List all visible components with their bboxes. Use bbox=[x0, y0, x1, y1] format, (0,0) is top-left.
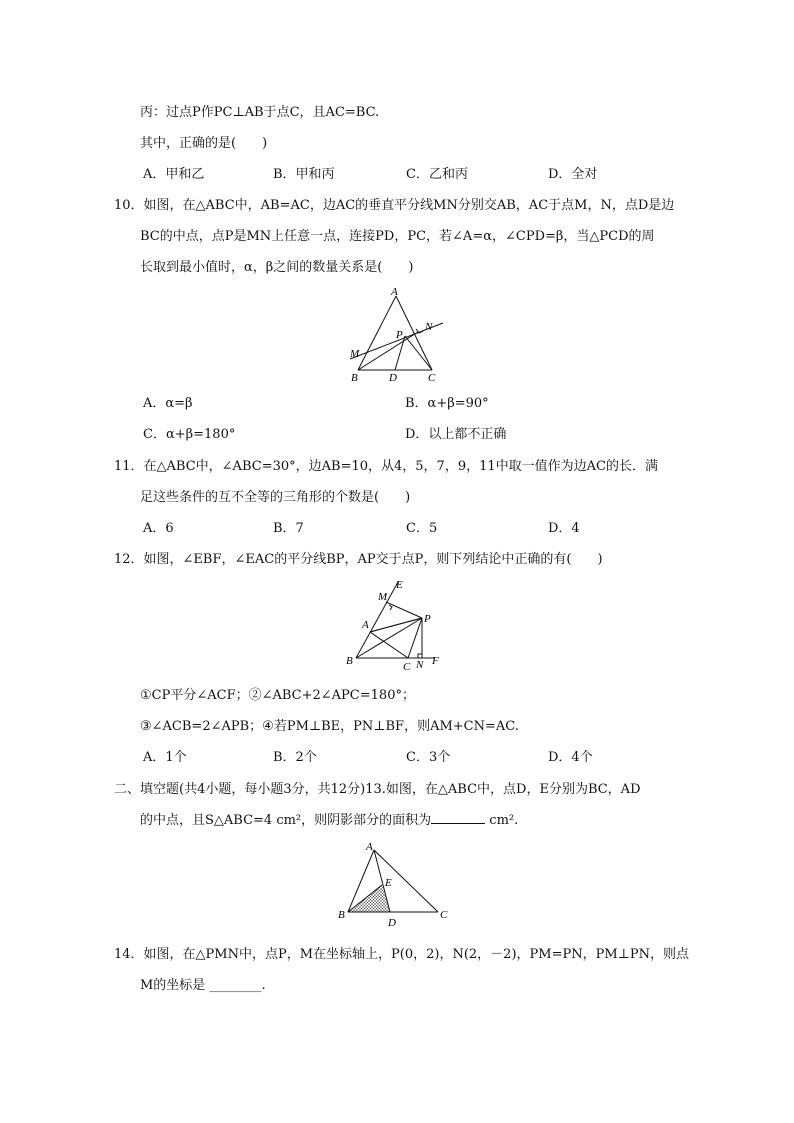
q12-right-angle-n bbox=[418, 654, 422, 658]
q13-figure bbox=[330, 838, 460, 930]
q12-label-f: F bbox=[432, 655, 439, 667]
q12-option-a: A．1个 bbox=[143, 750, 187, 765]
q9-bing-statement: 丙：过点P作PC⊥AB于点C，且AC=BC. bbox=[140, 105, 380, 120]
q14-line-1: 14．如图，在△PMN中，点P，M在坐标轴上，P(0，2)，N(2，－2)，PM=PN，PM⊥PN，则点 bbox=[114, 947, 690, 962]
q10-label-b: B bbox=[351, 372, 358, 384]
q12-option-d: D．4个 bbox=[548, 750, 593, 765]
q10-label-a: A bbox=[391, 286, 398, 298]
q11-option-c: C．5 bbox=[406, 521, 438, 536]
q9-option-a: A．甲和乙 bbox=[143, 167, 205, 182]
q13-line-2 bbox=[140, 811, 518, 831]
q12-label-b: B bbox=[346, 655, 353, 667]
q12-label-a: A bbox=[362, 619, 369, 631]
q13-label-c: C bbox=[440, 909, 448, 921]
q12-segment-ap2 bbox=[370, 618, 422, 632]
q11-line-1: 11．在△ABC中，∠ABC=30°，边AB=10，从4，5，7，9，11中取一值作为边AC的长．满 bbox=[114, 459, 658, 474]
q10-line-3: 长取到最小值时，α，β之间的数量关系是( ) bbox=[140, 260, 414, 275]
q9-option-c: C．乙和丙 bbox=[406, 167, 468, 182]
q10-option-b: B．α+β=90° bbox=[405, 396, 489, 411]
q12-statement-1: ①CP平分∠ACF；②∠ABC+2∠APC=180°； bbox=[140, 688, 415, 703]
q11-option-b: B．7 bbox=[273, 521, 304, 536]
q12-statement-2: ③∠ACB=2∠APB；④若PM⊥BE，PN⊥BF，则AM+CN=AC. bbox=[140, 719, 519, 734]
q10-option-d: D．以上都不正确 bbox=[405, 427, 507, 442]
q14-line-2: M的坐标是 ________. bbox=[140, 978, 266, 993]
q10-label-c: C bbox=[428, 372, 436, 384]
q12-label-p: P bbox=[424, 613, 431, 625]
q10-segment-pc bbox=[405, 336, 432, 370]
q10-figure bbox=[340, 284, 450, 384]
q12-option-c: C．3个 bbox=[406, 750, 451, 765]
q13-label-b: B bbox=[338, 909, 345, 921]
q12-right-angle-m bbox=[389, 605, 392, 610]
q11-option-d: D．4 bbox=[548, 521, 580, 536]
q10-option-a: A．α=β bbox=[143, 396, 193, 411]
q11-line-2: 足这些条件的互不全等的三角形的个数是( ) bbox=[140, 490, 411, 505]
q13-text-before-blank: 的中点，且S△ABC=4 cm²，则阴影部分的面积为 bbox=[140, 813, 432, 828]
q10-option-c: C．α+β=180° bbox=[143, 427, 236, 442]
q12-label-c: C bbox=[403, 661, 411, 672]
q12-figure bbox=[338, 576, 450, 672]
q10-label-m: M bbox=[350, 348, 360, 360]
q13-answer-blank[interactable] bbox=[431, 811, 485, 824]
q13-label-a: A bbox=[366, 841, 373, 853]
q10-label-d: D bbox=[389, 372, 397, 384]
q12-segment-cp bbox=[408, 618, 422, 658]
q9-question: 其中，正确的是( ) bbox=[140, 136, 268, 151]
q10-side-ab bbox=[358, 296, 396, 370]
q10-segment-bn bbox=[358, 332, 418, 370]
q12-label-m: M bbox=[378, 591, 388, 603]
q10-label-p: P bbox=[396, 329, 403, 341]
q10-line-1: 10．如图，在△ABC中，AB=AC，边AC的垂直平分线MN分别交AB，AC于点M，N，点D是边 bbox=[114, 198, 675, 213]
q13-label-e: E bbox=[385, 877, 392, 889]
q12-perpendicular-pm bbox=[386, 602, 422, 618]
q12-line-1: 12．如图，∠EBF，∠EAC的平分线BP，AP交于点P，则下列结论中正确的有( ) bbox=[114, 552, 603, 567]
q9-option-b: B．甲和丙 bbox=[273, 167, 335, 182]
q9-option-d: D．全对 bbox=[548, 167, 598, 182]
q12-option-b: B．2个 bbox=[273, 750, 317, 765]
q10-label-n: N bbox=[425, 321, 433, 333]
q12-segment-ac bbox=[370, 632, 408, 658]
q12-label-n: N bbox=[416, 659, 424, 671]
q10-line-2: BC的中点，点P是MN上任意一点，连接PD，PC，若∠A=α，∠CPD=β，当△PCD的周 bbox=[140, 229, 655, 244]
q12-label-e: E bbox=[396, 579, 403, 591]
q13-label-d: D bbox=[388, 917, 396, 929]
q11-option-a: A．6 bbox=[143, 521, 174, 536]
section2-heading-q13-line-1: 二、填空题(共4小题，每小题3分，共12分)13.如图，在△ABC中，点D，E分别为BC，AD bbox=[114, 782, 641, 797]
q13-unit: cm². bbox=[485, 813, 519, 828]
